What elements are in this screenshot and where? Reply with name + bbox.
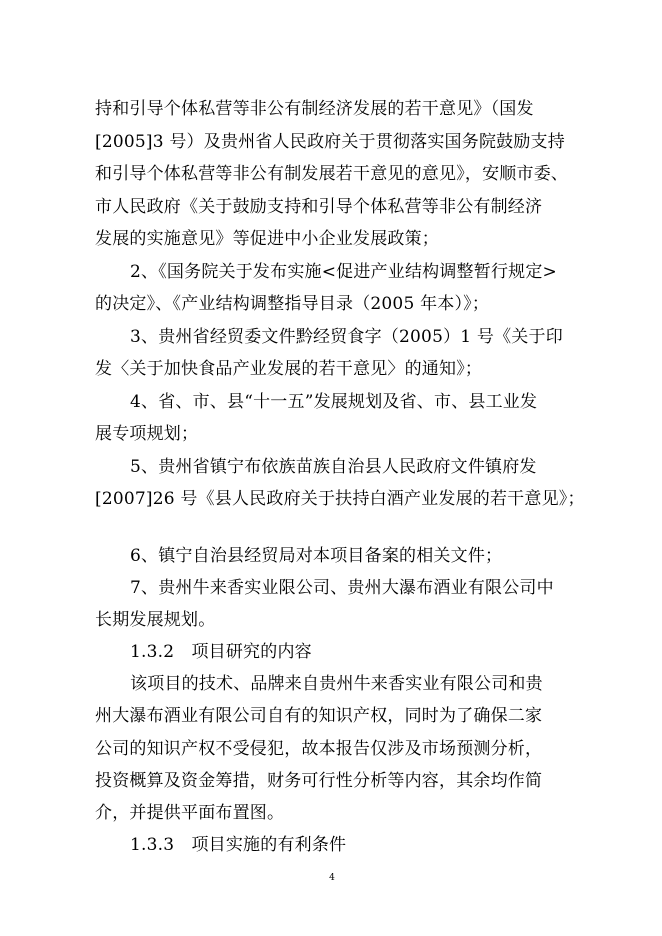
text-line: 发〈关于加快食品产业发展的若干意见〉的通知》；	[95, 359, 483, 379]
list-item-7: 7、贵州牛来香实业限公司、贵州大瀑布酒业有限公司中	[130, 578, 554, 598]
text-line: [2005]3 号）及贵州省人民政府关于贯彻落实国务院鼓励支持	[95, 132, 565, 152]
text-line: 长期发展规划。	[95, 610, 216, 630]
list-item-2: 2、《国务院关于发布实施<促进产业结构调整暂行规定>	[130, 262, 558, 282]
list-item-6: 6、镇宁自治县经贸局对本项目备案的相关文件；	[130, 546, 503, 566]
list-item-4: 4、省、市、县“十一五”发展规划及省、市、县工业发	[130, 392, 538, 412]
section-heading-1-3-2: 1.3.2 项目研究的内容	[130, 642, 312, 662]
text-line: 的决定》、《产业结构调整指导目录（2005 年本）》；	[95, 294, 490, 314]
page-number: 4	[329, 873, 335, 883]
text-line: 州大瀑布酒业有限公司自有的知识产权，同时为了确保二家	[95, 706, 543, 726]
text-line: 发展的实施意见》等促进中小企业发展政策；	[95, 229, 439, 249]
text-line: 市人民政府《关于鼓励支持和引导个体私营等非公有制经济	[95, 197, 543, 217]
text-line: 和引导个体私营等非公有制发展若干意见的意见》，安顺市委、	[95, 164, 569, 184]
text-line: [2007]26 号《县人民政府关于扶持白酒产业发展的若干意见》；	[95, 489, 585, 509]
section-heading-1-3-3: 1.3.3 项目实施的有利条件	[130, 835, 347, 855]
text-line: 展专项规划；	[95, 424, 199, 444]
text-line: 持和引导个体私营等非公有制经济发展的若干意见》（国发	[95, 99, 534, 119]
text-line: 介，并提供平面布置图。	[95, 803, 285, 823]
list-item-3: 3、贵州省经贸委文件黔经贸食字（2005）1 号《关于印	[130, 327, 563, 347]
list-item-5: 5、贵州省镇宁布依族苗族自治县人民政府文件镇府发	[130, 457, 537, 477]
text-line: 投资概算及资金筹措，财务可行性分析等内容，其余均作简	[95, 771, 543, 791]
text-line: 公司的知识产权不受侵犯，故本报告仅涉及市场预测分析，	[95, 739, 543, 759]
paragraph-first-line: 该项目的技术、品牌来自贵州牛来香实业有限公司和贵	[130, 674, 543, 694]
